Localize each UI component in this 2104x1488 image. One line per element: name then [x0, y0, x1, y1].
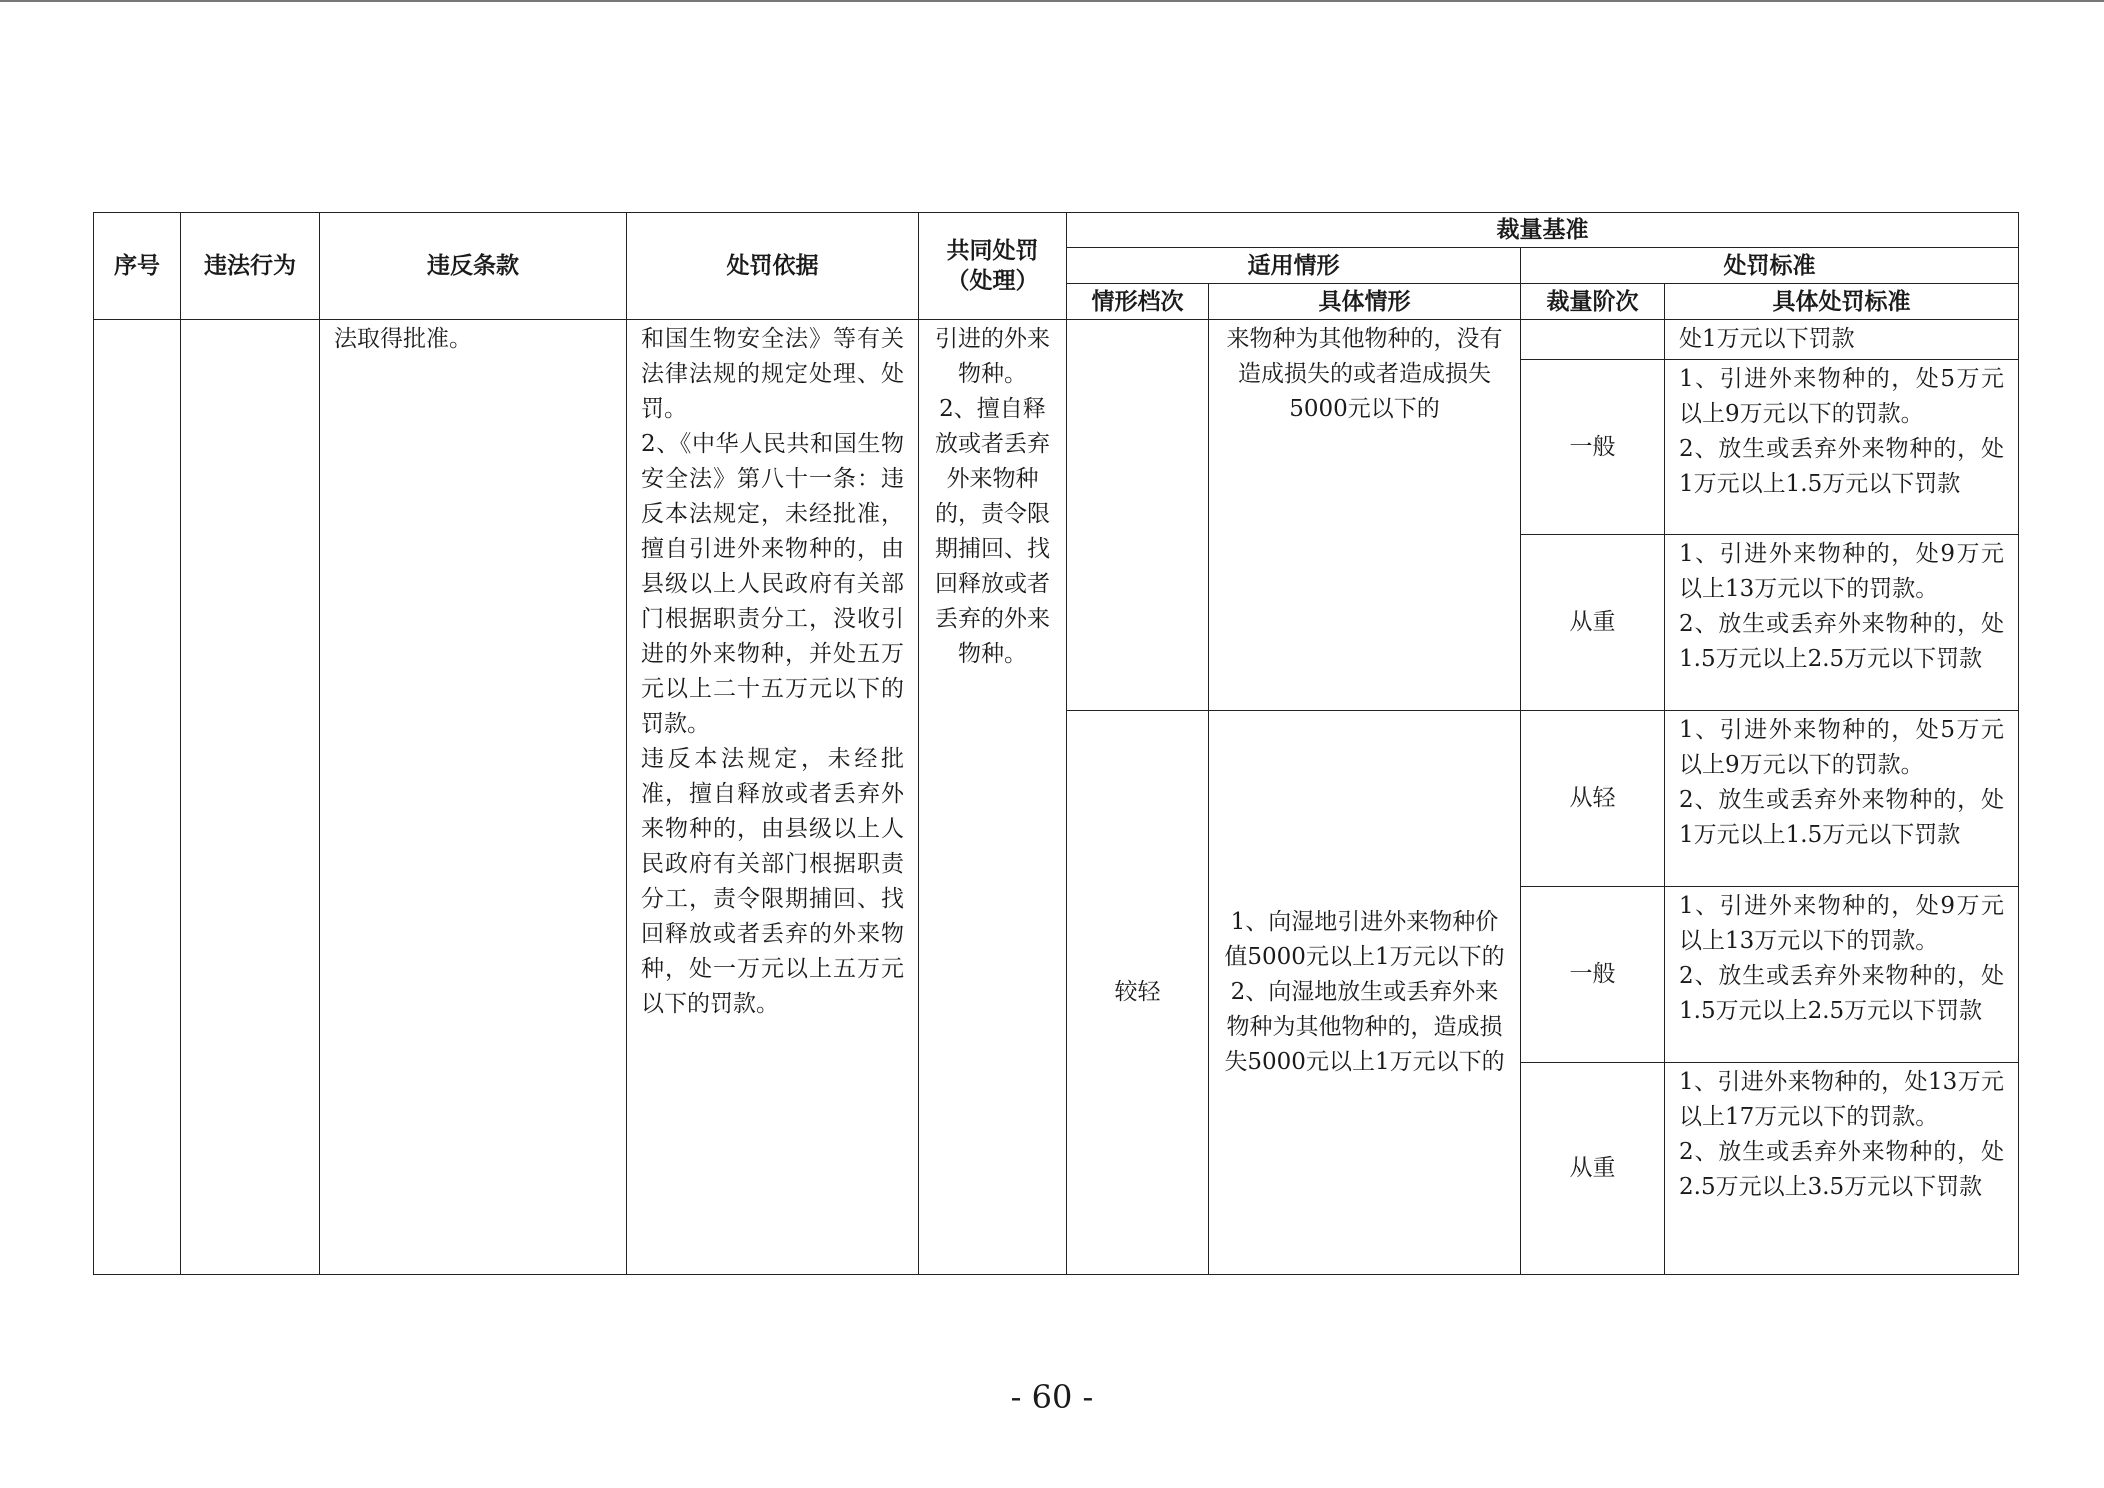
page-number: - 60 - — [1010, 1378, 1094, 1416]
standard-text-2-1: 1、引进外来物种的，处5万元以上9万元以下的罚款。 2、放生或丢弃外来物种的，处1万元以上1.5万元以下罚款 — [1679, 717, 2004, 848]
top-border-line — [0, 0, 2104, 2]
situation-text-2: 1、向湿地引进外来物种价值5000元以上1万元以下的 2、向湿地放生或丢弃外来物种为其他物种的，造成损失5000元以上1万元以下的 — [1224, 909, 1505, 1075]
situation-cell-1 — [1209, 320, 1521, 711]
grade-cell-1 — [1067, 320, 1209, 711]
header-level: 裁量阶次 — [1521, 284, 1665, 320]
standard-text-2-2: 1、引进外来物种的，处9万元以上13万元以下的罚款。 2、放生或丢弃外来物种的，处1.5万元以上2.5万元以下罚款 — [1679, 893, 2004, 1024]
header-standard: 处罚标准 — [1521, 248, 2019, 284]
joint-cell — [919, 320, 1067, 1275]
standard-cell-1-2 — [1665, 360, 2019, 535]
clause-text: 法取得批准。 — [334, 326, 472, 352]
standard-cell-2-1 — [1665, 711, 2019, 887]
situation-text-1: 来物种为其他物种的，没有造成损失的或者造成损失5000元以下的 — [1226, 326, 1503, 422]
header-joint-line2: （处理） — [946, 268, 1039, 294]
standard-text-1-1: 处1万元以下罚款 — [1679, 326, 1855, 352]
level-cell-1-3: 从重 — [1521, 535, 1665, 711]
basis-text: 和国生物安全法》等有关法律法规的规定处理、处罚。 2、《中华人民共和国生物安全法》第八十一条：违反本法规定，未经批准，擅自引进外来物种的，由县级以上人民政府有关部门根据职责分工，没收引进的外来物种，并处五万元以上二十五万元以下的罚款。 违反本法规定，未经批准，擅自释放或者丢弃外来物种的，由县级以上人民政府有关部门根据职责分工，责令限期捕回、找回释放或者丢弃的外来物种，处一万元以上五万元以下的罚款。 — [641, 326, 904, 1017]
grade-cell-2: 较轻 — [1067, 711, 1209, 1275]
table-row — [94, 320, 2019, 360]
header-situation: 具体情形 — [1209, 284, 1521, 320]
penalty-discretion-table — [93, 212, 2019, 1275]
standard-text-1-3: 1、引进外来物种的，处9万元以上13万元以下的罚款。 2、放生或丢弃外来物种的，处1.5万元以上2.5万元以下罚款 — [1679, 541, 2004, 672]
header-violation: 违法行为 — [181, 213, 320, 320]
standard-cell-2-2 — [1665, 887, 2019, 1063]
joint-text: 引进的外来物种。 2、擅自释放或者丢弃外来物种的，责令限期捕回、找回释放或者丢弃的外来物种。 — [935, 326, 1050, 667]
level-cell-2-3: 从重 — [1521, 1063, 1665, 1275]
header-applicable: 适用情形 — [1067, 248, 1521, 284]
seq-cell — [94, 320, 181, 1275]
level-cell-2-2: 一般 — [1521, 887, 1665, 1063]
header-specific: 具体处罚标准 — [1665, 284, 2019, 320]
header-joint-line1: 共同处罚 — [946, 238, 1039, 264]
level-cell-2-1: 从轻 — [1521, 711, 1665, 887]
header-seq: 序号 — [94, 213, 181, 320]
header-basis: 处罚依据 — [627, 213, 919, 320]
level-cell-1-2: 一般 — [1521, 360, 1665, 535]
standard-cell-1-1 — [1665, 320, 2019, 360]
standard-text-1-2: 1、引进外来物种的，处5万元以上9万元以下的罚款。 2、放生或丢弃外来物种的，处1万元以上1.5万元以下罚款 — [1679, 366, 2004, 497]
basis-cell — [627, 320, 919, 1275]
standard-cell-1-3 — [1665, 535, 2019, 711]
standard-cell-2-3 — [1665, 1063, 2019, 1275]
header-joint — [919, 213, 1067, 320]
header-discretion: 裁量基准 — [1067, 213, 2019, 248]
clause-cell — [320, 320, 627, 1275]
header-grade: 情形档次 — [1067, 284, 1209, 320]
violation-cell — [181, 320, 320, 1275]
level-cell-1-1 — [1521, 320, 1665, 360]
standard-text-2-3: 1、引进外来物种的，处13万元以上17万元以下的罚款。 2、放生或丢弃外来物种的，处2.5万元以上3.5万元以下罚款 — [1679, 1069, 2004, 1200]
situation-cell-2 — [1209, 711, 1521, 1275]
header-clause: 违反条款 — [320, 213, 627, 320]
